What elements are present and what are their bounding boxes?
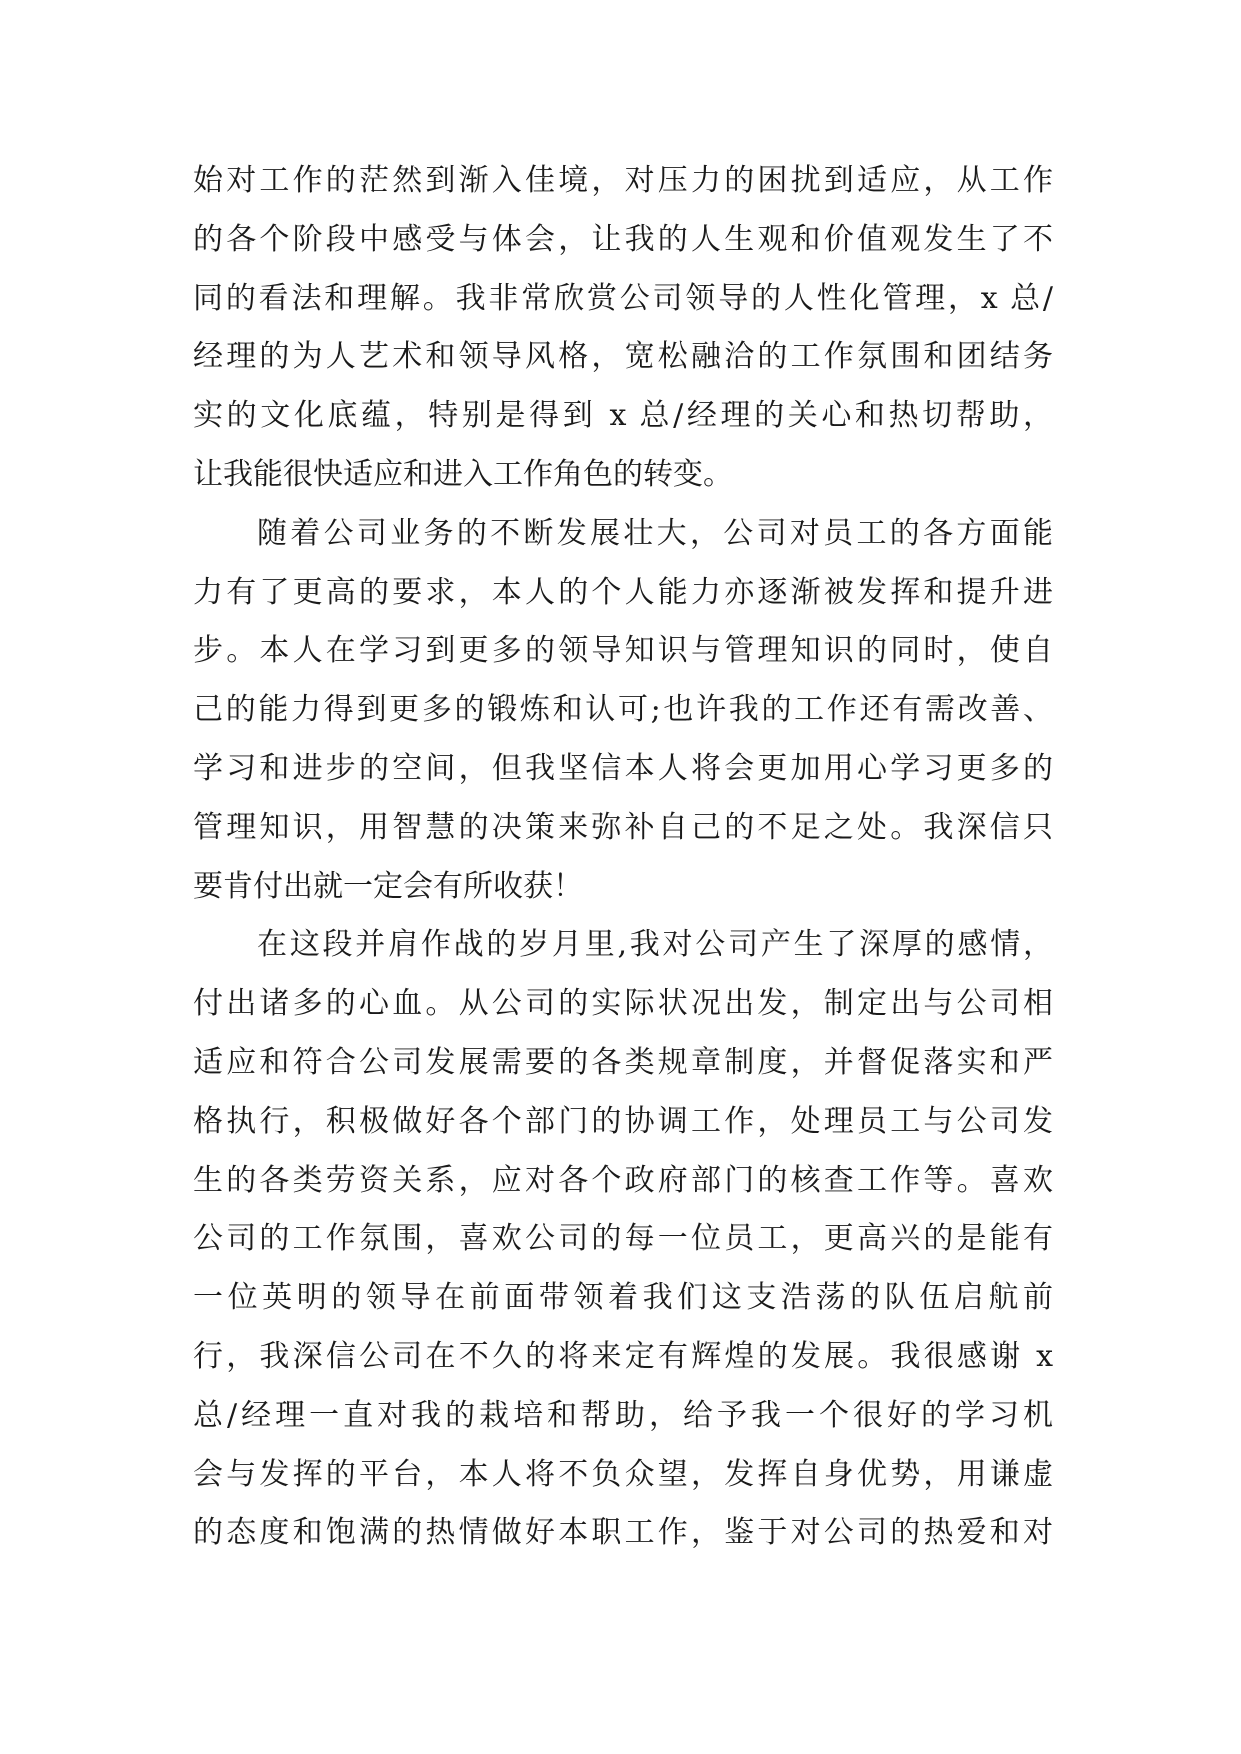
text-line: 随着公司业务的不断发展壮大，公司对员工的各方面能 — [257, 515, 1053, 551]
paragraph-3 — [193, 916, 1053, 1563]
text-line: 实的文化底蕴，特别是得到 x 总/经理的关心和热切帮助， — [193, 398, 1053, 434]
paragraph-1 — [193, 152, 1053, 505]
paragraph-2 — [193, 505, 1053, 917]
text-line: 在这段并肩作战的岁月里,我对公司产生了深厚的感情， — [257, 927, 1053, 963]
text-line: 一位英明的领导在前面带领着我们这支浩荡的队伍启航前 — [193, 1280, 1053, 1316]
text-line: 同的看法和理解。我非常欣赏公司领导的人性化管理，x 总/ — [193, 280, 1053, 316]
text-line: 的各个阶段中感受与体会，让我的人生观和价值观发生了不 — [193, 221, 1053, 257]
text-line: 格执行，积极做好各个部门的协调工作，处理员工与公司发 — [193, 1103, 1053, 1139]
text-line: 的态度和饱满的热情做好本职工作，鉴于对公司的热爱和对 — [193, 1515, 1053, 1551]
text-line: 力有了更高的要求，本人的个人能力亦逐渐被发挥和提升进 — [193, 574, 1053, 610]
text-line: 经理的为人艺术和领导风格，宽松融洽的工作氛围和团结务 — [193, 339, 1053, 375]
text-line: 始对工作的茫然到渐入佳境，对压力的困扰到适应，从工作 — [193, 163, 1053, 198]
text-line: 己的能力得到更多的锻炼和认可;也许我的工作还有需改善、 — [193, 692, 1053, 728]
text-line: 生的各类劳资关系，应对各个政府部门的核查工作等。喜欢 — [193, 1162, 1053, 1198]
text-line: 总/经理一直对我的栽培和帮助，给予我一个很好的学习机 — [193, 1397, 1053, 1433]
text-line: 管理知识，用智慧的决策来弥补自己的不足之处。我深信只 — [193, 809, 1053, 845]
text-line: 让我能很快适应和进入工作角色的转变。 — [193, 456, 733, 492]
document-body — [193, 152, 1053, 1563]
text-line: 行，我深信公司在不久的将来定有辉煌的发展。我很感谢 x — [193, 1338, 1053, 1374]
text-line: 学习和进步的空间，但我坚信本人将会更加用心学习更多的 — [193, 750, 1053, 786]
text-line: 公司的工作氛围，喜欢公司的每一位员工，更高兴的是能有 — [193, 1221, 1053, 1257]
text-line: 会与发挥的平台，本人将不负众望，发挥自身优势，用谦虚 — [193, 1456, 1053, 1492]
text-line: 付出诸多的心血。从公司的实际状况出发，制定出与公司相 — [193, 986, 1053, 1022]
text-line: 适应和符合公司发展需要的各类规章制度，并督促落实和严 — [193, 1044, 1053, 1080]
text-line: 要肯付出就一定会有所收获！ — [193, 868, 583, 904]
text-line: 步。本人在学习到更多的领导知识与管理知识的同时，使自 — [193, 633, 1053, 669]
